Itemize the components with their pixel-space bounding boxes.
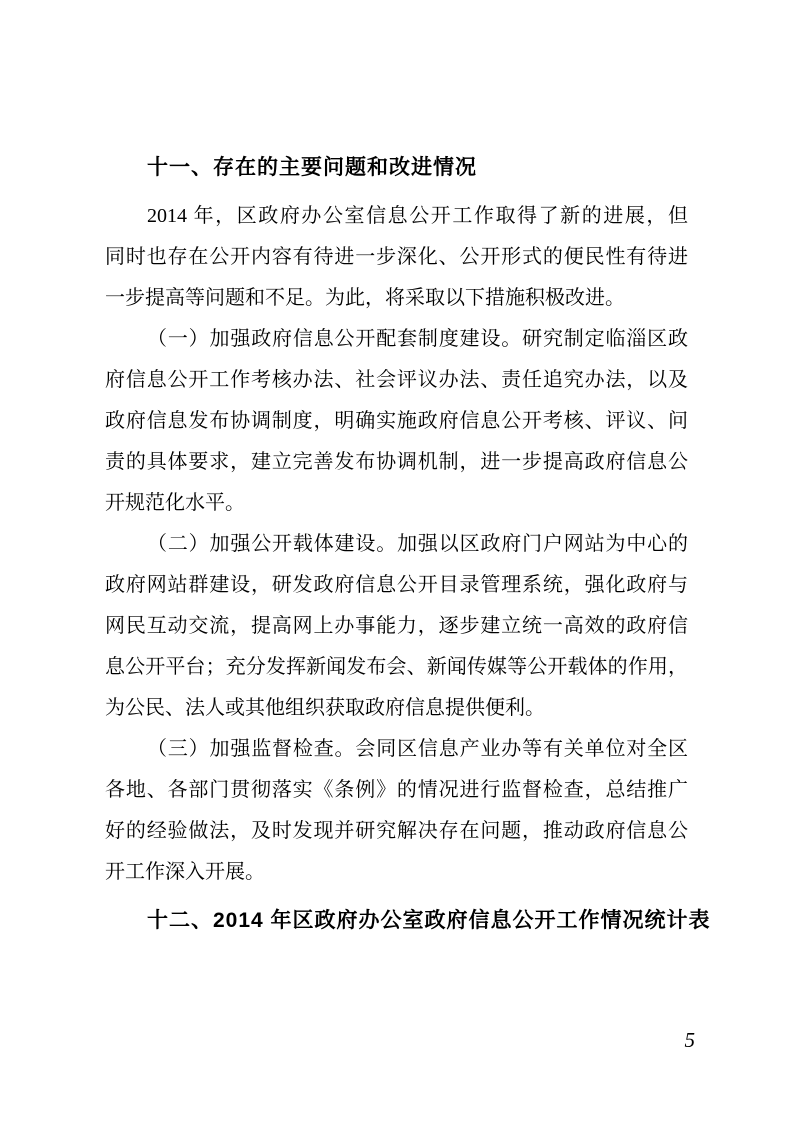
section-heading-12: 十二、2014 年区政府办公室政府信息公开工作情况统计表 <box>147 909 711 932</box>
paragraph-line: 政府网站群建设，研发政府信息公开目录管理系统，强化政府与 <box>105 574 688 596</box>
paragraph-line: 各地、各部门贯彻落实《条例》的情况进行监督检查，总结推广 <box>105 779 688 801</box>
paragraph-line: 一步提高等问题和不足。为此，将采取以下措施积极改进。 <box>105 287 625 309</box>
paragraph-line: 责的具体要求，建立完善发布协调机制，进一步提高政府信息公 <box>105 451 688 473</box>
paragraph-line: 为公民、法人或其他组织获取政府信息提供便利。 <box>105 697 545 719</box>
paragraph-line: 好的经验做法，及时发现并研究解决存在问题，推动政府信息公 <box>105 820 688 842</box>
paragraph-line: 网民互动交流，提高网上办事能力，逐步建立统一高效的政府信 <box>105 615 688 637</box>
paragraph-line: 开规范化水平。 <box>105 492 245 514</box>
page-number: 5 <box>684 1028 695 1052</box>
paragraph-measure-3 <box>105 729 688 893</box>
paragraph-line: 2014 年，区政府办公室信息公开工作取得了新的进展，但 <box>147 205 688 227</box>
paragraph-measure-2 <box>105 524 688 729</box>
paragraph-line: 政府信息发布协调制度，明确实施政府信息公开考核、评议、问 <box>105 410 688 432</box>
paragraph-line: （三）加强监督检查。会同区信息产业办等有关单位对全区 <box>147 738 688 760</box>
paragraph-line: （二）加强公开载体建设。加强以区政府门户网站为中心的 <box>147 533 688 555</box>
document-body <box>105 147 711 941</box>
paragraph-line: 开工作深入开展。 <box>105 861 265 883</box>
paragraph-line: 同时也存在公开内容有待进一步深化、公开形式的便民性有待进 <box>105 246 688 268</box>
paragraph-intro <box>105 196 688 319</box>
paragraph-measure-1 <box>105 319 688 524</box>
paragraph-line: 府信息公开工作考核办法、社会评议办法、责任追究办法，以及 <box>105 369 688 391</box>
paragraph-line: 息公开平台；充分发挥新闻发布会、新闻传媒等公开载体的作用， <box>105 656 688 678</box>
section-heading-11: 十一、存在的主要问题和改进情况 <box>147 156 477 179</box>
paragraph-line: （一）加强政府信息公开配套制度建设。研究制定临淄区政 <box>147 328 688 350</box>
